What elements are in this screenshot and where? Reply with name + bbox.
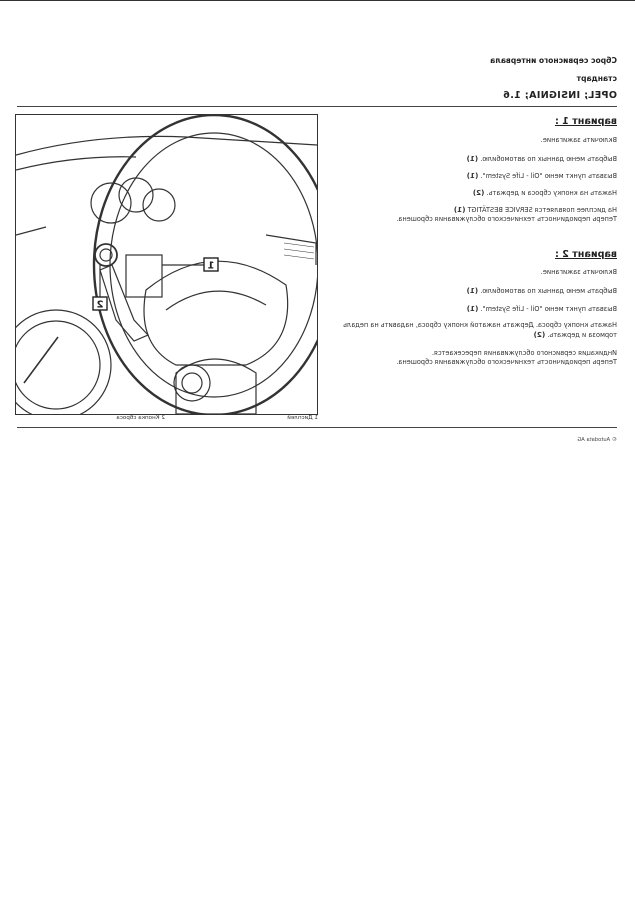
step-ref: (1) [466, 154, 479, 163]
step-note: Теперь периодичность технического обслуживания сброшена. [396, 215, 617, 223]
step-note: Теперь периодичность технического обслуживания сброшена. [396, 358, 617, 366]
step-text: Вызвать пункт меню "Oil - Life System". [480, 172, 617, 180]
step-ref: (1) [466, 304, 479, 313]
vehicle-model: OPEL; INSIGNIA; 1.6 [502, 90, 617, 101]
step-text: На дисплее появляется SERVICE BESTÄTIGT [467, 206, 617, 214]
step-text: Выбрать меню данных по автомобилю. [480, 287, 617, 295]
step-text: Вызвать пункт меню "Oil - Life System". [480, 305, 617, 313]
step-text: Включить зажигание. [540, 136, 617, 144]
callout-2-label: 2 [96, 299, 104, 311]
variant-2-step-5 [335, 349, 617, 367]
step-text: Выбрать меню данных по автомобилю. [480, 155, 617, 163]
step-text: Индикация сервисного обслуживания пересекается. [431, 349, 617, 357]
variant-2-step-2 [335, 286, 617, 296]
footer-divider [17, 427, 617, 428]
variant-2-step-4 [335, 321, 617, 340]
variant-2-step-3 [335, 304, 617, 314]
step-ref: (1) [466, 286, 479, 295]
caption-reset-button: 2 Кнопка сброса [116, 415, 165, 421]
document-subtitle: стандарт [576, 74, 617, 83]
document-title: Сброс сервисного интервала [490, 56, 617, 65]
step-ref: (2) [533, 330, 546, 339]
step-text: Включить зажигание. [540, 268, 617, 276]
variant-1-step-1 [335, 136, 617, 145]
variant-1-step-4 [335, 188, 617, 198]
variant-2-heading: вариант 2 : [555, 249, 617, 260]
step-text: Нажать на кнопку сброса и держать. [486, 189, 617, 197]
top-rule [0, 0, 635, 1]
dashboard-drawing [16, 115, 317, 414]
step-ref: (1) [453, 205, 466, 214]
header-divider [17, 106, 617, 107]
step-ref: (2) [472, 188, 485, 197]
dashboard-illustration [15, 114, 318, 415]
step-text: Нажать кнопку сброса. Держать нажатой кнопку сброса, надавить на педаль тормоза и держать. [343, 321, 617, 339]
caption-display: 1 Дисплей [287, 415, 318, 421]
variant-1-step-2 [335, 154, 617, 164]
step-ref: (1) [466, 171, 479, 180]
variant-1-step-5 [335, 205, 617, 224]
callout-1-label: 1 [207, 260, 215, 272]
variant-2-step-1 [335, 268, 617, 277]
copyright: © Autodata AG [577, 437, 617, 443]
variant-1-heading: вариант 1 : [555, 116, 617, 127]
variant-1-step-3 [335, 171, 617, 181]
